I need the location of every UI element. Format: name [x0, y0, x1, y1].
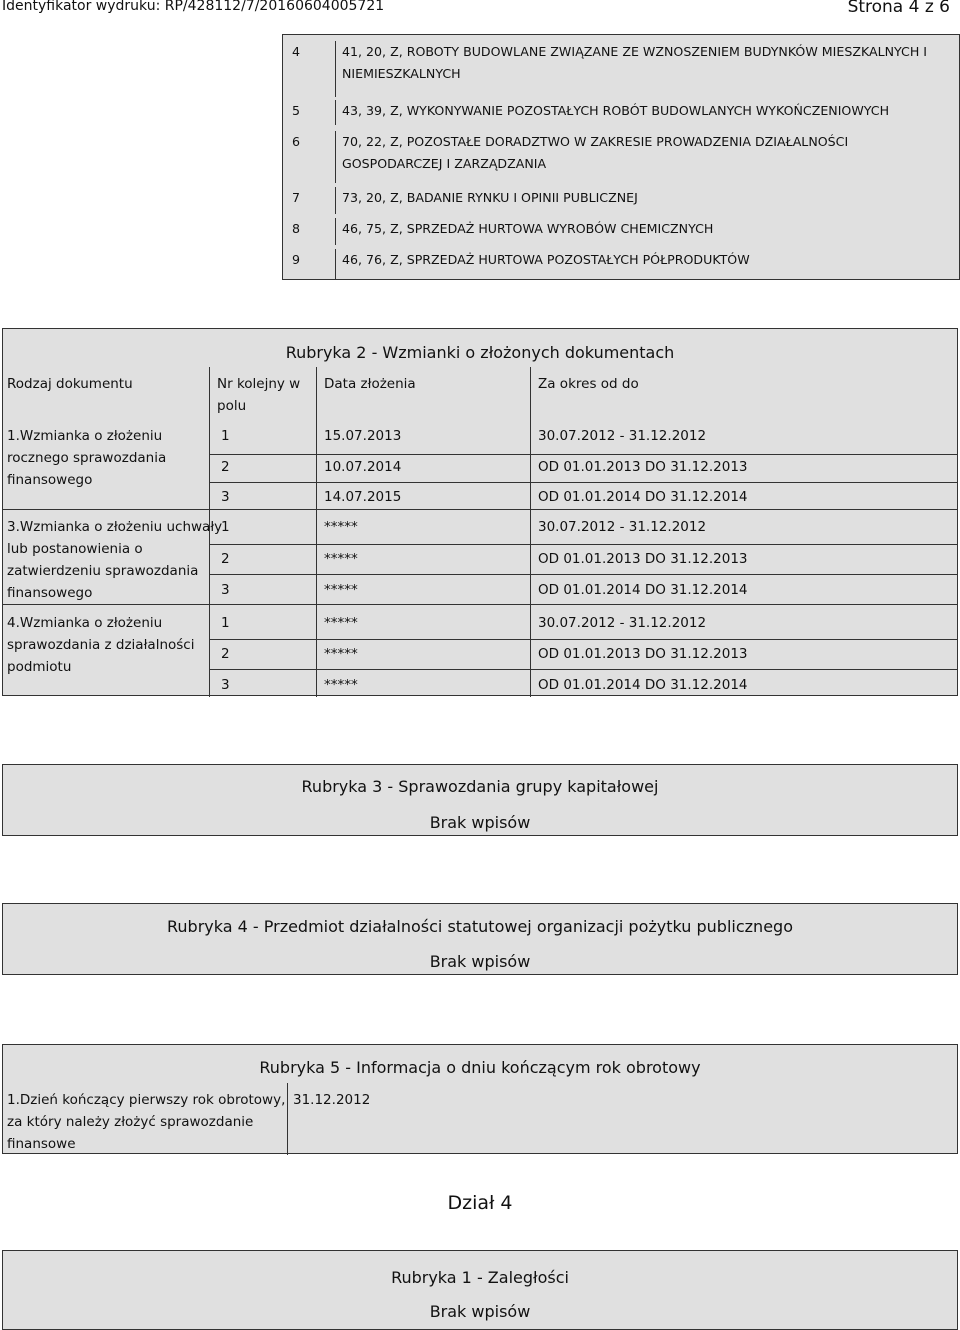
pkd-description: 46, 76, Z, SPRZEDAŻ HURTOWA POZOSTAŁYCH PÓŁPRODUKTÓW [335, 249, 959, 279]
filing-date: 14.07.2015 [324, 489, 402, 505]
rubryka-3-value: Brak wpisów [429, 813, 531, 832]
page-number: Strona 4 z 6 [847, 0, 950, 17]
column-header-okres: Za okres od do [538, 376, 639, 392]
row-number: 3 [221, 489, 230, 505]
row-number: 2 [221, 551, 230, 567]
document-type-label: 4.Wzmianka o złożeniu sprawozdania z działalności podmiotu [7, 615, 195, 675]
pkd-row [283, 245, 959, 279]
row-number: 3 [221, 677, 230, 693]
pkd-number: 7 [292, 190, 301, 205]
rubryka-4-title: Rubryka 4 - Przedmiot działalności statutowej organizacji pożytku publicznego [167, 917, 793, 936]
filing-date: 10.07.2014 [324, 459, 402, 475]
period: OD 01.01.2013 DO 31.12.2013 [538, 459, 748, 475]
divider [209, 482, 957, 483]
column-header-nr: Nr kolejny w polu [217, 376, 301, 414]
filing-date: ***** [324, 615, 358, 631]
row-number: 1 [221, 519, 230, 535]
rubryka-3-title: Rubryka 3 - Sprawozdania grupy kapitałowej [301, 777, 659, 796]
period: OD 01.01.2014 DO 31.12.2014 [538, 677, 748, 693]
row-number: 2 [221, 459, 230, 475]
pkd-number: 4 [292, 44, 301, 59]
period: 30.07.2012 - 31.12.2012 [538, 519, 707, 535]
pkd-description: 70, 22, Z, POZOSTAŁE DORADZTWO W ZAKRESIE PROWADZENIA DZIAŁALNOŚCI GOSPODARCZEJ I ZARZĄDZANIA [335, 131, 959, 183]
pkd-description: 43, 39, Z, WYKONYWANIE POZOSTAŁYCH ROBÓT BUDOWLANYCH WYKOŃCZENIOWYCH [335, 100, 959, 125]
rubryka-5-title: Rubryka 5 - Informacja o dniu kończącym rok obrotowy [259, 1058, 701, 1077]
divider [209, 544, 957, 545]
divider [287, 1083, 288, 1155]
divider [209, 669, 957, 670]
period: OD 01.01.2013 DO 31.12.2013 [538, 646, 748, 662]
divider [209, 639, 957, 640]
filing-date: ***** [324, 582, 358, 598]
filing-date: ***** [324, 519, 358, 535]
period: 30.07.2012 - 31.12.2012 [538, 428, 707, 444]
divider [3, 509, 957, 510]
pkd-row [283, 214, 959, 245]
dzial-4-rubryka-1-title: Rubryka 1 - Zaległości [391, 1268, 569, 1287]
rubryka-2-table [2, 328, 958, 696]
column-header-rodzaj: Rodzaj dokumentu [7, 376, 133, 392]
filing-date: 15.07.2013 [324, 428, 402, 444]
divider [530, 367, 531, 697]
rubryka-4-value: Brak wpisów [429, 952, 531, 971]
period: 30.07.2012 - 31.12.2012 [538, 615, 707, 631]
filing-date: ***** [324, 551, 358, 567]
period: OD 01.01.2014 DO 31.12.2014 [538, 489, 748, 505]
pkd-table [282, 34, 960, 280]
document-type-label: 1.Wzmianka o złożeniu rocznego sprawozdania finansowego [7, 428, 167, 488]
dzial-4-rubryka-1-box [2, 1250, 958, 1330]
pkd-row [283, 125, 959, 183]
document-type-label: 3.Wzmianka o złożeniu uchwały lub postanowienia o zatwierdzeniu sprawozdania finansowego [7, 519, 223, 601]
pkd-number: 6 [292, 134, 301, 149]
row-number: 1 [221, 428, 230, 444]
pkd-description: 73, 20, Z, BADANIE RYNKU I OPINII PUBLICZNEJ [335, 187, 959, 214]
pkd-row [283, 35, 959, 97]
rubryka-4-box [2, 903, 958, 975]
divider [209, 574, 957, 575]
rubryka-2-title: Rubryka 2 - Wzmianki o złożonych dokumentach [285, 343, 675, 362]
filing-date: ***** [324, 677, 358, 693]
rubryka-3-box [2, 764, 958, 836]
pkd-description: 46, 75, Z, SPRZEDAŻ HURTOWA WYROBÓW CHEMICZNYCH [335, 218, 959, 245]
divider [3, 604, 957, 605]
row-number: 2 [221, 646, 230, 662]
pkd-row [283, 97, 959, 125]
row-number: 1 [221, 615, 230, 631]
divider [209, 454, 957, 455]
pkd-number: 8 [292, 221, 301, 236]
rubryka-5-box [2, 1044, 958, 1154]
pkd-number: 9 [292, 252, 301, 267]
divider [316, 367, 317, 697]
pkd-description: 41, 20, Z, ROBOTY BUDOWLANE ZWIĄZANE ZE WZNOSZENIEM BUDYNKÓW MIESZKALNYCH I NIEMIESZKALNYCH [335, 41, 959, 97]
fiscal-year-label: 1.Dzień kończący pierwszy rok obrotowy, za który należy złożyć sprawozdanie finansowe [7, 1092, 286, 1152]
filing-date: ***** [324, 646, 358, 662]
pkd-number: 5 [292, 103, 301, 118]
fiscal-year-end-value: 31.12.2012 [293, 1092, 371, 1108]
section-heading-dzial-4: Dział 4 [447, 1192, 513, 1214]
print-identifier: Identyfikator wydruku: RP/428112/7/20160604005721 [2, 0, 385, 14]
dzial-4-rubryka-1-value: Brak wpisów [429, 1302, 531, 1321]
column-header-data: Data złożenia [324, 376, 416, 392]
period: OD 01.01.2013 DO 31.12.2013 [538, 551, 748, 567]
row-number: 3 [221, 582, 230, 598]
period: OD 01.01.2014 DO 31.12.2014 [538, 582, 748, 598]
pkd-row [283, 183, 959, 214]
